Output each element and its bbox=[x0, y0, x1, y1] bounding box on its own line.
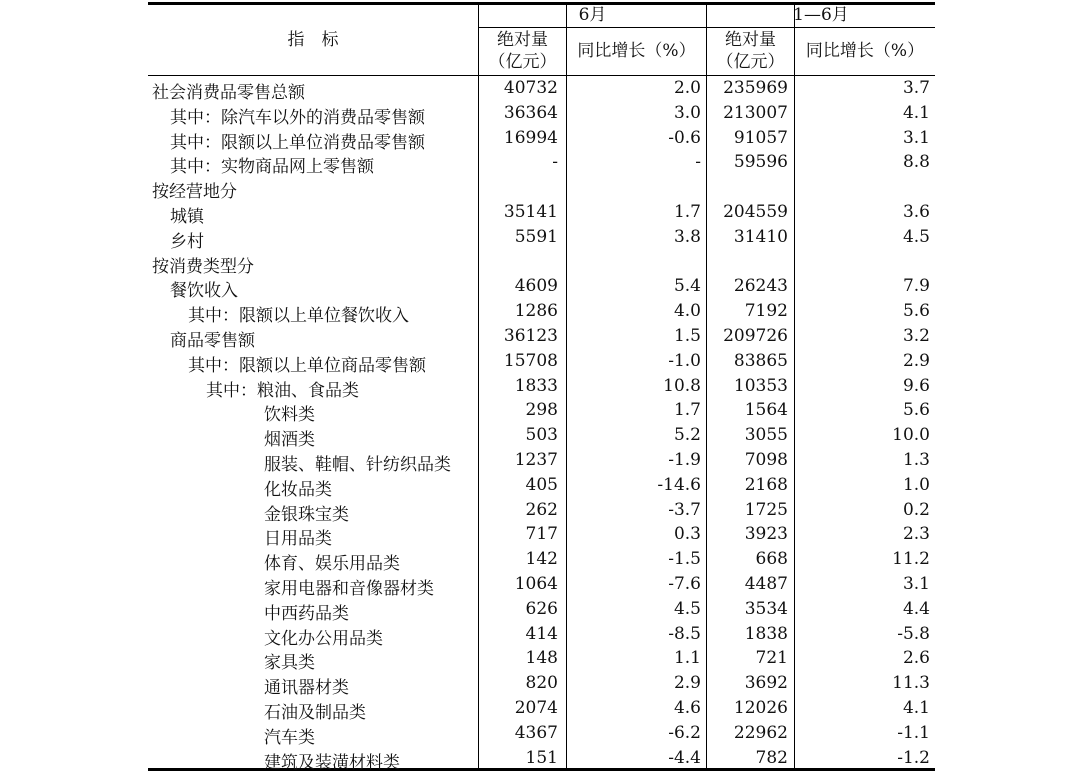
table-row bbox=[148, 473, 935, 498]
table-row bbox=[148, 522, 935, 550]
month-yoy-cell: 1.5 bbox=[673, 326, 701, 346]
ytd-group-header: 1—6月 bbox=[793, 5, 849, 25]
ytd-yoy-cell: 5.6 bbox=[902, 400, 930, 421]
row-label: 服装、鞋帽、针纺织品类 bbox=[264, 455, 451, 475]
month-yoy-cell: -3.7 bbox=[668, 499, 701, 520]
month-abs-cell: 36364 bbox=[503, 102, 558, 123]
row-label: 乡村 bbox=[170, 231, 204, 252]
month-abs-cell: 35141 bbox=[503, 202, 558, 222]
month-abs-cell: 298 bbox=[525, 400, 558, 421]
month-yoy-cell: 1.7 bbox=[673, 400, 701, 421]
ytd-yoy-cell: 7.9 bbox=[902, 276, 930, 297]
month-abs-cell: 15708 bbox=[503, 350, 558, 371]
month-yoy-cell: -1.5 bbox=[668, 549, 701, 570]
ytd-yoy-cell: 9.6 bbox=[902, 375, 930, 396]
ytd-abs-cell: 31410 bbox=[733, 226, 788, 247]
ytd-abs-cell: 782 bbox=[755, 747, 788, 768]
table-row bbox=[148, 721, 935, 746]
month-abs-cell: 1064 bbox=[514, 574, 558, 594]
month-abs-header: 绝对量 bbox=[497, 30, 548, 50]
ytd-abs-cell: 204559 bbox=[723, 202, 788, 222]
ytd-abs-cell: 22962 bbox=[733, 722, 788, 743]
ytd-yoy-cell: 3.7 bbox=[902, 78, 930, 98]
ytd-abs-cell: 235969 bbox=[723, 78, 788, 98]
table-row bbox=[148, 671, 935, 699]
ytd-abs-cell: 83865 bbox=[733, 350, 788, 371]
row-label: 文化办公用品类 bbox=[264, 628, 383, 649]
month-yoy-cell: 2.0 bbox=[673, 78, 701, 98]
month-yoy-cell: 1.7 bbox=[673, 202, 701, 222]
month-abs-cell: 1286 bbox=[514, 301, 558, 322]
row-label: 烟酒类 bbox=[264, 430, 315, 451]
row-label: 日用品类 bbox=[264, 529, 332, 550]
month-abs-cell: 626 bbox=[525, 598, 558, 619]
month-abs-cell: - bbox=[552, 152, 558, 173]
month-yoy-cell: -1.0 bbox=[668, 350, 701, 371]
ytd-abs-cell: 668 bbox=[755, 549, 788, 570]
month-yoy-header: 同比增长（%） bbox=[577, 41, 696, 61]
row-label: 金银珠宝类 bbox=[264, 504, 349, 525]
month-yoy-cell: -14.6 bbox=[657, 474, 701, 495]
month-yoy-cell: 4.5 bbox=[673, 598, 701, 619]
table-row bbox=[148, 646, 935, 674]
month-yoy-cell: -1.9 bbox=[668, 450, 701, 470]
ytd-abs-cell: 7192 bbox=[744, 301, 788, 322]
ytd-abs-cell: 3534 bbox=[744, 598, 788, 619]
ytd-yoy-cell: 4.1 bbox=[902, 698, 930, 718]
ytd-yoy-cell: 3.2 bbox=[902, 326, 930, 346]
month-yoy-cell: 3.8 bbox=[673, 226, 701, 247]
ytd-yoy-cell: 8.8 bbox=[902, 152, 930, 173]
table-row bbox=[148, 597, 935, 622]
ytd-yoy-cell: -5.8 bbox=[897, 623, 930, 644]
row-label: 饮料类 bbox=[264, 405, 315, 426]
month-yoy-cell: -7.6 bbox=[668, 574, 701, 594]
table-row bbox=[148, 126, 935, 151]
table-row bbox=[148, 349, 935, 374]
table-row bbox=[148, 250, 935, 275]
ytd-abs-header: 绝对量 bbox=[725, 30, 776, 50]
ytd-yoy-cell: 4.1 bbox=[902, 102, 930, 123]
row-label: 其中：除汽车以外的消费品零售额 bbox=[170, 107, 425, 128]
ytd-yoy-cell: -1.2 bbox=[897, 747, 930, 768]
month-yoy-cell: -6.2 bbox=[668, 722, 701, 743]
row-label: 石油及制品类 bbox=[264, 703, 366, 723]
ytd-yoy-cell: 11.3 bbox=[892, 673, 930, 694]
month-abs-cell: 148 bbox=[525, 648, 558, 669]
table-row bbox=[148, 622, 935, 647]
month-abs-cell: 36123 bbox=[503, 326, 558, 346]
table-row bbox=[148, 150, 935, 178]
table-row bbox=[148, 175, 935, 203]
month-abs-cell: 820 bbox=[525, 673, 558, 694]
month-abs-cell: 1237 bbox=[514, 450, 558, 470]
ytd-abs-cell: 26243 bbox=[733, 276, 788, 297]
month-abs-cell: 142 bbox=[525, 549, 558, 570]
table-row bbox=[148, 299, 935, 327]
row-label: 餐饮收入 bbox=[170, 281, 238, 302]
table-row bbox=[148, 746, 935, 771]
month-yoy-cell: -8.5 bbox=[668, 623, 701, 644]
ytd-yoy-cell: 11.2 bbox=[892, 549, 930, 570]
ytd-yoy-cell: 2.3 bbox=[902, 524, 930, 545]
table-row bbox=[148, 696, 935, 721]
month-abs-cell: 5591 bbox=[514, 226, 558, 247]
row-label: 家用电器和音像器材类 bbox=[264, 579, 434, 599]
table-row bbox=[148, 498, 935, 523]
indicator-header: 指 标 bbox=[287, 30, 339, 50]
month-yoy-cell: -0.6 bbox=[668, 127, 701, 148]
table-row bbox=[148, 76, 935, 101]
ytd-abs-cell: 10353 bbox=[733, 375, 788, 396]
row-label: 其中：限额以上单位商品零售额 bbox=[188, 355, 426, 376]
table-row bbox=[148, 374, 935, 399]
table-row bbox=[148, 448, 935, 473]
ytd-abs-cell: 12026 bbox=[733, 698, 788, 718]
month-yoy-cell: 5.2 bbox=[673, 425, 701, 446]
month-yoy-cell: 4.6 bbox=[673, 698, 701, 718]
ytd-yoy-cell: 1.3 bbox=[902, 450, 930, 470]
row-label: 商品零售额 bbox=[170, 331, 255, 351]
month-abs-cell: 4609 bbox=[514, 276, 558, 297]
table-row bbox=[148, 200, 935, 225]
month-abs-cell: 503 bbox=[525, 425, 558, 446]
month-abs-cell: 1833 bbox=[514, 375, 558, 396]
ytd-yoy-cell: -1.1 bbox=[897, 722, 930, 743]
ytd-yoy-cell: 3.6 bbox=[902, 202, 930, 222]
month-yoy-cell: 1.1 bbox=[673, 648, 701, 669]
ytd-abs-cell: 209726 bbox=[723, 326, 788, 346]
table-row bbox=[148, 398, 935, 426]
ytd-abs-cell: 59596 bbox=[733, 152, 788, 173]
month-yoy-cell: 10.8 bbox=[663, 375, 701, 396]
table-row bbox=[148, 225, 935, 250]
ytd-yoy-cell: 2.6 bbox=[902, 648, 930, 669]
month-abs-cell: 262 bbox=[525, 499, 558, 520]
row-label: 化妆品类 bbox=[264, 479, 332, 500]
ytd-yoy-header: 同比增长（%） bbox=[805, 41, 925, 61]
month-yoy-cell: -4.4 bbox=[668, 747, 701, 768]
month-yoy-cell: 4.0 bbox=[673, 301, 701, 322]
month-group-header: 6月 bbox=[578, 5, 607, 25]
ytd-abs-cell: 91057 bbox=[733, 127, 788, 148]
table-row bbox=[148, 324, 935, 349]
ytd-abs-cell: 3692 bbox=[744, 673, 788, 694]
month-abs-cell: 405 bbox=[525, 474, 558, 495]
ytd-yoy-cell: 3.1 bbox=[902, 127, 930, 148]
month-abs-cell: 40732 bbox=[503, 78, 558, 98]
ytd-abs-cell: 3923 bbox=[744, 524, 788, 545]
ytd-yoy-cell: 2.9 bbox=[902, 350, 930, 371]
row-label: 其中：粮油、食品类 bbox=[206, 380, 359, 401]
month-abs-cell: 414 bbox=[525, 623, 558, 644]
month-abs-cell: 151 bbox=[525, 747, 558, 768]
ytd-yoy-cell: 3.1 bbox=[902, 574, 930, 594]
month-yoy-cell: 3.0 bbox=[673, 102, 701, 123]
ytd-abs-cell: 3055 bbox=[744, 425, 788, 446]
ytd-abs-cell: 2168 bbox=[744, 474, 788, 495]
month-yoy-cell: 2.9 bbox=[673, 673, 701, 694]
table-row bbox=[148, 101, 935, 126]
row-label: 其中：限额以上单位餐饮收入 bbox=[188, 306, 409, 327]
row-label: 建筑及装潢材料类 bbox=[264, 752, 400, 773]
month-abs-cell: 4367 bbox=[514, 722, 558, 743]
ytd-abs-cell: 721 bbox=[755, 648, 788, 669]
month-abs-cell: 2074 bbox=[514, 698, 558, 718]
ytd-yoy-cell: 0.2 bbox=[902, 499, 930, 520]
ytd-abs-unit: （亿元） bbox=[716, 52, 785, 72]
ytd-yoy-cell: 10.0 bbox=[892, 425, 930, 446]
row-label: 汽车类 bbox=[264, 727, 315, 748]
row-label: 中西药品类 bbox=[264, 603, 349, 624]
ytd-abs-cell: 1564 bbox=[744, 400, 788, 421]
row-label: 体育、娱乐用品类 bbox=[264, 554, 400, 575]
row-label: 按经营地分 bbox=[152, 182, 237, 203]
ytd-abs-cell: 213007 bbox=[723, 102, 788, 123]
row-label: 通讯器材类 bbox=[264, 678, 349, 699]
table-row bbox=[148, 274, 935, 302]
ytd-yoy-cell: 5.6 bbox=[902, 301, 930, 322]
ytd-abs-cell: 1725 bbox=[744, 499, 788, 520]
row-label: 社会消费品零售总额 bbox=[152, 83, 305, 103]
row-label: 其中：实物商品网上零售额 bbox=[170, 157, 374, 178]
ytd-abs-cell: 1838 bbox=[744, 623, 788, 644]
row-label: 其中：限额以上单位消费品零售额 bbox=[170, 132, 425, 153]
row-label: 家具类 bbox=[264, 653, 315, 674]
ytd-abs-cell: 7098 bbox=[744, 450, 788, 470]
row-label: 城镇 bbox=[170, 207, 204, 227]
month-yoy-cell: - bbox=[695, 152, 701, 173]
table-row bbox=[148, 572, 935, 597]
ytd-abs-cell: 4487 bbox=[744, 574, 788, 594]
month-yoy-cell: 5.4 bbox=[673, 276, 701, 297]
month-yoy-cell: 0.3 bbox=[673, 524, 701, 545]
table-row bbox=[148, 547, 935, 575]
month-abs-cell: 717 bbox=[525, 524, 558, 545]
ytd-yoy-cell: 4.5 bbox=[902, 226, 930, 247]
ytd-yoy-cell: 4.4 bbox=[902, 598, 930, 619]
month-abs-unit: （亿元） bbox=[488, 52, 557, 72]
table-row bbox=[148, 423, 935, 451]
ytd-yoy-cell: 1.0 bbox=[902, 474, 930, 495]
row-label: 按消费类型分 bbox=[152, 256, 254, 277]
month-abs-cell: 16994 bbox=[503, 127, 558, 148]
